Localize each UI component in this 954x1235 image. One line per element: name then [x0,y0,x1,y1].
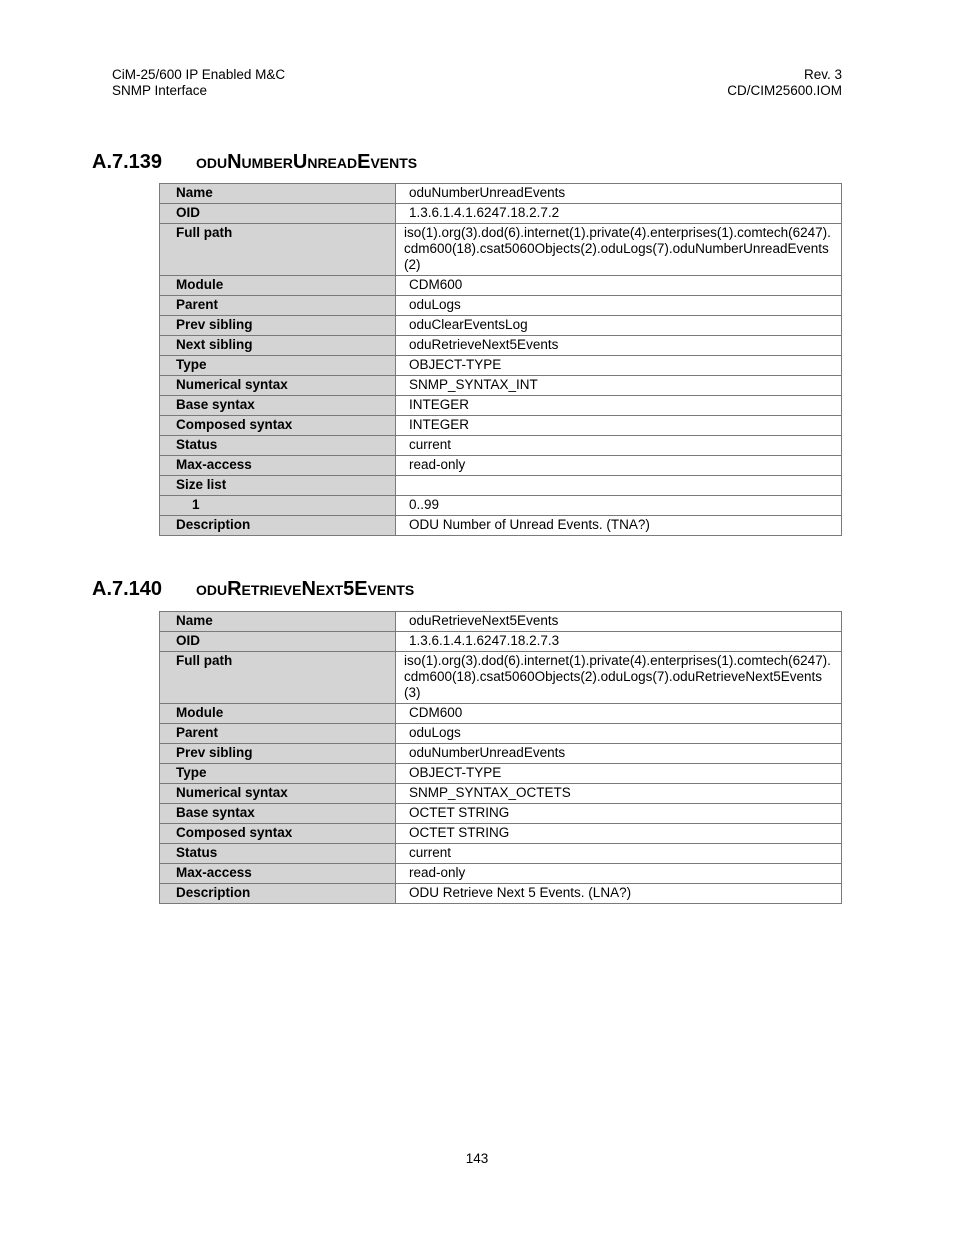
section-name: oduRetrieveNext5Events [196,578,415,600]
table-row [160,416,842,436]
row-value: SNMP_SYNTAX_OCTETS [396,784,842,804]
table-row [160,276,842,296]
row-value: oduNumberUnreadEvents [396,184,842,204]
row-value: read-only [396,864,842,884]
row-value: 1.3.6.1.4.1.6247.18.2.7.3 [396,632,842,652]
row-key: Composed syntax [160,416,396,436]
mib-object-table-139 [159,183,842,536]
row-value: 1.3.6.1.4.1.6247.18.2.7.2 [396,204,842,224]
table-row [160,204,842,224]
table-row [160,844,842,864]
row-value: INTEGER [396,416,842,436]
row-value: oduNumberUnreadEvents [396,744,842,764]
row-value: OCTET STRING [396,824,842,844]
table-row [160,704,842,724]
row-key: Module [160,704,396,724]
row-key: Module [160,276,396,296]
row-value: OBJECT-TYPE [396,764,842,784]
row-key: Composed syntax [160,824,396,844]
row-value: CDM600 [396,276,842,296]
table-row [160,396,842,416]
page-number: 143 [465,1151,489,1166]
table-row [160,824,842,844]
row-key: Numerical syntax [160,376,396,396]
row-value: OBJECT-TYPE [396,356,842,376]
section-heading-140 [92,577,414,601]
mib-object-table-140 [159,611,842,904]
row-key: Type [160,764,396,784]
table-row [160,724,842,744]
table-row [160,632,842,652]
row-key: Status [160,844,396,864]
table-row [160,744,842,764]
document-subtitle: SNMP Interface [112,83,208,98]
page-header-left [112,67,285,99]
table-row [160,436,842,456]
table-row [160,456,842,476]
row-key: Parent [160,296,396,316]
row-key: Size list [160,476,396,496]
row-key: 1 [160,496,396,516]
row-value: oduLogs [396,296,842,316]
row-value: oduClearEventsLog [396,316,842,336]
row-value: oduLogs [396,724,842,744]
row-value: CDM600 [396,704,842,724]
row-key: Numerical syntax [160,784,396,804]
section-number: A.7.140 [92,578,163,600]
table-row [160,224,842,276]
row-value [396,476,842,496]
table-row [160,764,842,784]
table-row [160,864,842,884]
row-key: Full path [160,224,396,276]
row-key: Prev sibling [160,744,396,764]
table-row [160,376,842,396]
row-key: Full path [160,652,396,704]
table-row [160,804,842,824]
table-row [160,476,842,496]
row-value: current [396,436,842,456]
row-key: OID [160,204,396,224]
table-row [160,652,842,704]
row-value: oduRetrieveNext5Events [396,612,842,632]
row-key: Description [160,884,396,904]
section-number: A.7.139 [92,151,163,173]
row-value: current [396,844,842,864]
page-header-right [727,67,842,99]
table-row [160,336,842,356]
table-row [160,316,842,336]
table-row [160,356,842,376]
row-value: read-only [396,456,842,476]
table-row [160,612,842,632]
row-key: Max-access [160,864,396,884]
row-key: Name [160,184,396,204]
row-key: Prev sibling [160,316,396,336]
row-key: Status [160,436,396,456]
row-key: Base syntax [160,804,396,824]
document-title: CiM-25/600 IP Enabled M&C [112,67,286,82]
table-row [160,784,842,804]
table-row [160,496,842,516]
row-key: Next sibling [160,336,396,356]
section-name: oduNumberUnreadEvents [196,151,418,173]
document-code: CD/CIM25600.IOM [727,83,842,98]
row-value: SNMP_SYNTAX_INT [396,376,842,396]
row-key: Description [160,516,396,536]
section-heading-139 [92,150,417,174]
row-key: Type [160,356,396,376]
row-value: iso(1).org(3).dod(6).internet(1).private(4).enterprises(1).comtech(6247).cdm600(18).csat5060Objects(2).oduLogs(7).oduRetrieveNext5Events(3) [396,652,842,704]
row-key: Parent [160,724,396,744]
row-value: INTEGER [396,396,842,416]
table-row [160,296,842,316]
row-value: iso(1).org(3).dod(6).internet(1).private(4).enterprises(1).comtech(6247).cdm600(18).csat5060Objects(2).oduLogs(7).oduNumberUnreadEvents(2) [396,224,842,276]
row-key: Name [160,612,396,632]
row-value: OCTET STRING [396,804,842,824]
row-value: oduRetrieveNext5Events [396,336,842,356]
row-value: ODU Number of Unread Events. (TNA?) [396,516,842,536]
revision-label: Rev. 3 [803,67,842,82]
row-value: ODU Retrieve Next 5 Events. (LNA?) [396,884,842,904]
table-row [160,884,842,904]
table-row [160,184,842,204]
row-key: OID [160,632,396,652]
row-key: Max-access [160,456,396,476]
row-key: Base syntax [160,396,396,416]
row-value: 0..99 [396,496,842,516]
table-row [160,516,842,536]
